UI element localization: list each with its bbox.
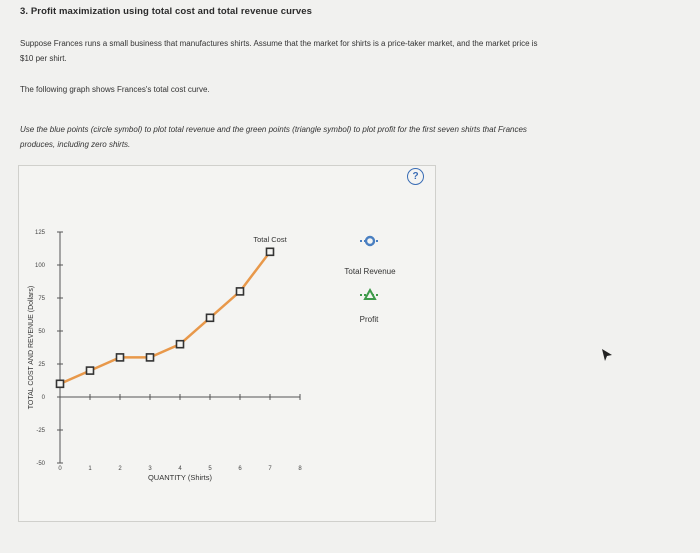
total-cost-label: Total Cost [253, 234, 287, 244]
legend-profit-tool[interactable] [360, 290, 380, 299]
legend-total-revenue-tool[interactable] [360, 237, 380, 245]
graph-intro-text: The following graph shows Frances's total cost curve. [20, 85, 210, 94]
instruction-line-2: produces, including zero shirts. [20, 140, 131, 149]
y-axis-label: TOTAL COST AND REVENUE (Dollars) [28, 285, 35, 410]
total-cost-point[interactable] [87, 367, 94, 374]
y-tick-label: 125 [34, 230, 45, 236]
total-cost-point[interactable] [207, 314, 214, 321]
x-tick-label: 4 [178, 466, 182, 472]
question-paragraph-line-2: $10 per shirt. [20, 54, 67, 63]
x-tick-label: 7 [268, 466, 272, 472]
x-tick-label: 8 [298, 466, 302, 472]
legend-total-revenue-label: Total Revenue [344, 267, 396, 276]
x-tick-label: 2 [118, 466, 122, 472]
x-tick-label: 5 [208, 466, 212, 472]
x-tick-label: 6 [238, 466, 242, 472]
legend [344, 237, 396, 324]
y-tick-label: -50 [36, 461, 45, 467]
y-tick-label: 100 [34, 263, 45, 269]
legend-profit-label: Profit [359, 315, 379, 324]
x-tick-label: 1 [88, 466, 92, 472]
total-cost-point[interactable] [267, 248, 274, 255]
plot-layer [28, 230, 302, 482]
x-axis-label: QUANTITY (Shirts) [147, 473, 213, 482]
help-icon[interactable]: ? [407, 168, 424, 185]
y-tick-label: 75 [38, 296, 45, 302]
triangle-marker-icon[interactable] [365, 290, 375, 299]
total-cost-line [60, 252, 270, 384]
instruction-line-1: Use the blue points (circle symbol) to plot total revenue and the green points (triangle symbol) to plot profit for the first seven shirts that Frances [20, 125, 527, 134]
cursor-arrow-icon [601, 348, 613, 362]
y-tick-label: 0 [41, 395, 45, 401]
total-cost-point[interactable] [117, 354, 124, 361]
total-cost-point[interactable] [237, 288, 244, 295]
question-title: 3. Profit maximization using total cost and total revenue curves [20, 6, 312, 17]
circle-marker-icon[interactable] [366, 237, 374, 245]
y-tick-label: 25 [38, 362, 45, 368]
y-tick-label: 50 [38, 329, 45, 335]
x-tick-label: 0 [58, 466, 62, 472]
x-tick-label: 3 [148, 466, 152, 472]
y-tick-label: -25 [36, 428, 45, 434]
total-cost-point[interactable] [147, 354, 154, 361]
total-cost-point[interactable] [177, 341, 184, 348]
total-cost-point[interactable] [57, 380, 64, 387]
question-paragraph-line-1: Suppose Frances runs a small business that manufactures shirts. Assume that the market for shirts is a price-taker market, and the market price is [20, 39, 538, 48]
